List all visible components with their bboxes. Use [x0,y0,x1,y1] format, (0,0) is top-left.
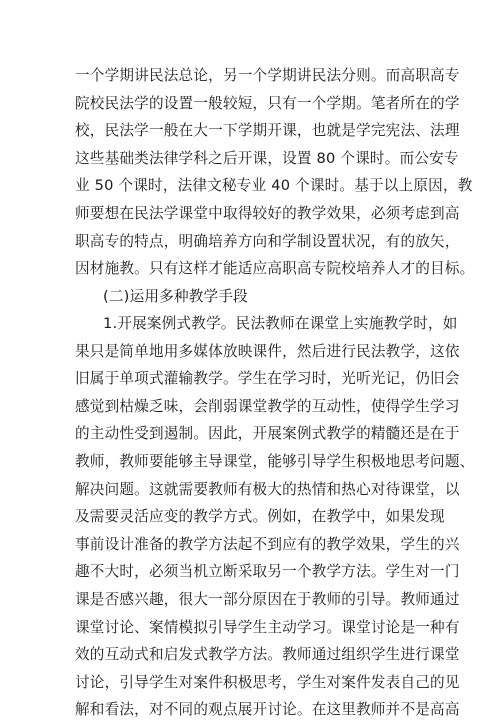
text-line: 及需要灵活应变的教学方式。例如，在教学中，如果发现 [75,508,445,526]
text-line: 业 50 个课时，法律文秘专业 40 个课时。基于以上原因，教 [75,177,473,195]
text-line: 教师，教师要能够主导课堂，能够引导学生积极地思考问题、 [75,452,475,470]
text-line: 果只是简单地用多媒体放映课件，然后进行民法教学，这依 [75,342,460,360]
text-line: 感觉到枯燥乏味，会削弱课堂教学的互动性，使得学生学习 [75,397,460,415]
text-line: 解决问题。这就需要教师有极大的热情和热心对待课堂，以 [75,480,460,498]
section-heading [75,283,425,311]
text-line: 课堂讨论、案情模拟引导学生主动学习。课堂讨论是一种有 [75,618,460,636]
text-line: 这些基础类法律学科之后开课，设置 80 个课时。而公安专 [75,149,459,167]
text-line: 因材施教。只有这样才能适应高职高专院校培养人才的目标。 [75,260,475,278]
paragraph-case-teaching [75,310,475,724]
text-line: 效的互动式和启发式教学方法。教师通过组织学生进行课堂 [75,646,460,664]
text-line: 事前设计准备的教学方法起不到应有的教学效果，学生的兴 [75,535,460,553]
text-line: 旧属于单项式灌输教学。学生在学习时，光听光记，仍旧会 [75,370,460,388]
text-line: 趣不大时，必须当机立断采取另一个教学方法。学生对一门 [75,563,460,581]
paragraph-legal-curriculum [75,62,475,283]
text-line: 院校民法学的设置一般较短，只有一个学期。笔者所在的学 [75,94,460,112]
text-line: 校，民法学一般在大一下学期开课，也就是学完宪法、法理 [75,122,460,140]
text-line: 1.开展案例式教学。民法教师在课堂上实施教学时，如 [103,315,458,332]
section-heading-text: (二)运用多种教学手段 [103,288,248,305]
text-line: 的主动性受到遏制。因此，开展案例式教学的精髓还是在于 [75,425,460,443]
text-line: 职高专的特点，明确培养方向和学制设置状况，有的放矢， [75,232,460,250]
text-line: 课是否感兴趣，很大一部分原因在于教师的引导。教师通过 [75,590,460,608]
text-line: 一个学期讲民法总论，另一个学期讲民法分则。而高职高专 [75,67,460,84]
text-line: 师要想在民法学课堂中取得较好的教学效果，必须考虑到高 [75,204,460,222]
text-line: 讨论，引导学生对案件积极思考，学生对案件发表自己的见 [75,673,460,691]
text-line: 解和看法，对不同的观点展开讨论。在这里教师并不是高高 [75,701,460,719]
